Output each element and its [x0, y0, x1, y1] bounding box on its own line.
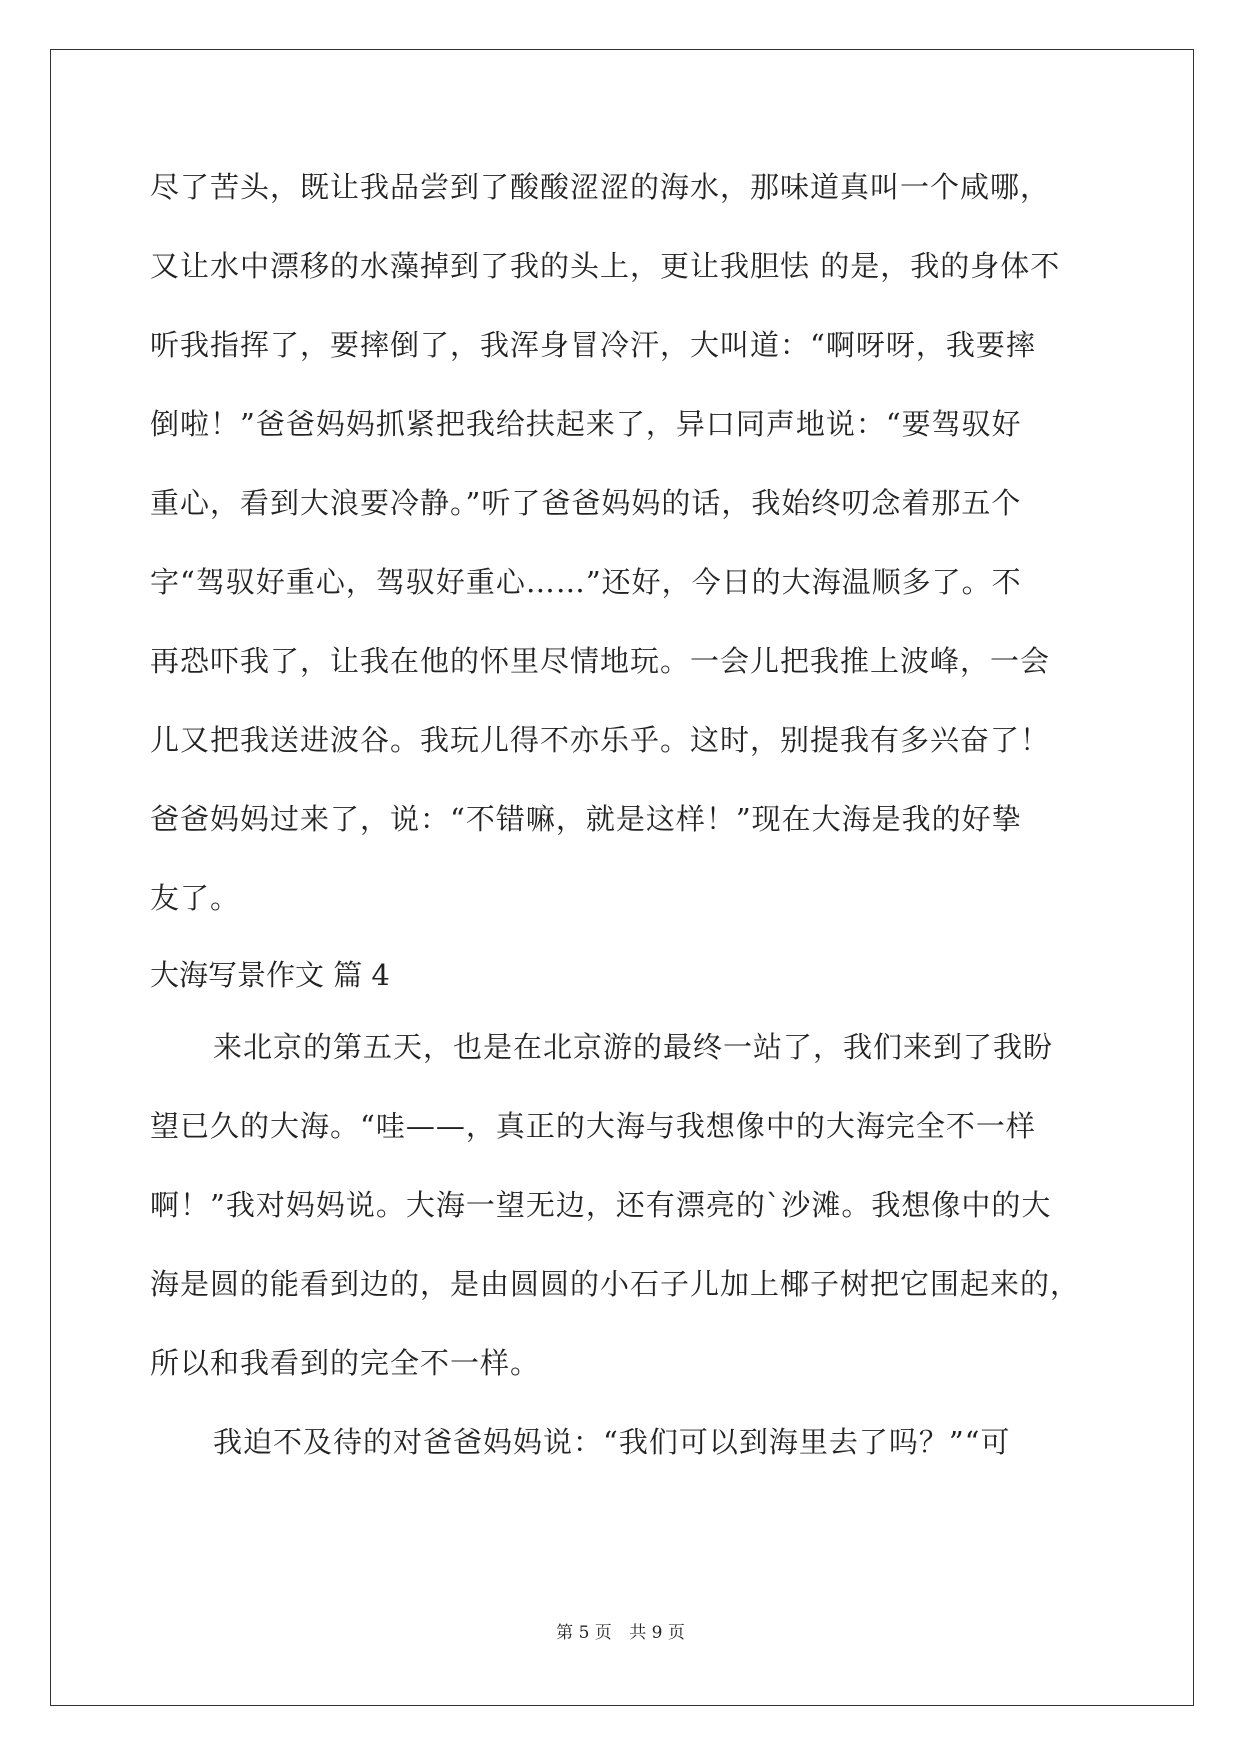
paragraph-3	[150, 1412, 1098, 1491]
text-line: 啊！”我对妈妈说。大海一望无边，还有漂亮的`沙滩。我想像中的大	[150, 1188, 1052, 1222]
text-line: 再恐吓我了，让我在他的怀里尽情地玩。一会儿把我推上波峰，一会	[150, 644, 1051, 678]
paragraph-continued	[150, 157, 1098, 947]
page-footer	[0, 1618, 1241, 1643]
section-heading: 大海写景作文 篇 4	[150, 958, 390, 992]
text-line: 来北京的第五天，也是在北京游的最终一站了，我们来到了我盼	[213, 1030, 1054, 1064]
text-line: 字“驾驭好重心，驾驭好重心……”还好，今日的大海温顺多了。不	[150, 565, 1022, 599]
text-line: 爸爸妈妈过来了，说：“不错嘛，就是这样！”现在大海是我的好挚	[150, 802, 1022, 836]
text-line: 重心，看到大浪要冷静。”听了爸爸妈妈的话，我始终叨念着那五个	[150, 486, 1022, 520]
document-body	[150, 157, 1098, 1491]
text-line: 友了。	[150, 881, 241, 915]
text-line: 我迫不及待的对爸爸妈妈说：“我们可以到海里去了吗？”“可	[213, 1425, 1011, 1459]
text-line: 所以和我看到的完全不一样。	[150, 1346, 541, 1380]
text-line: 望已久的大海。“哇——，真正的大海与我想像中的大海完全不一样	[150, 1109, 1036, 1143]
page-number: 第 5 页	[556, 1623, 612, 1643]
text-line: 海是圆的能看到边的，是由圆圆的小石子儿加上椰子树把它围起来的，	[150, 1267, 1081, 1301]
text-line: 倒啦！”爸爸妈妈抓紧把我给扶起来了，异口同声地说：“要驾驭好	[150, 407, 1022, 441]
paragraph-2	[150, 1017, 1098, 1412]
text-line: 听我指挥了，要摔倒了，我浑身冒冷汗，大叫道：“啊呀呀，我要摔	[150, 328, 1036, 362]
text-line: 尽了苦头，既让我品尝到了酸酸涩涩的海水，那味道真叫一个咸哪，	[150, 170, 1051, 204]
page-total: 共 9 页	[629, 1623, 685, 1643]
text-line: 又让水中漂移的水藻掉到了我的头上，更让我胆怯 的是，我的身体不	[150, 249, 1061, 283]
text-line: 儿又把我送进波谷。我玩儿得不亦乐乎。这时，别提我有多兴奋了！	[150, 723, 1051, 757]
